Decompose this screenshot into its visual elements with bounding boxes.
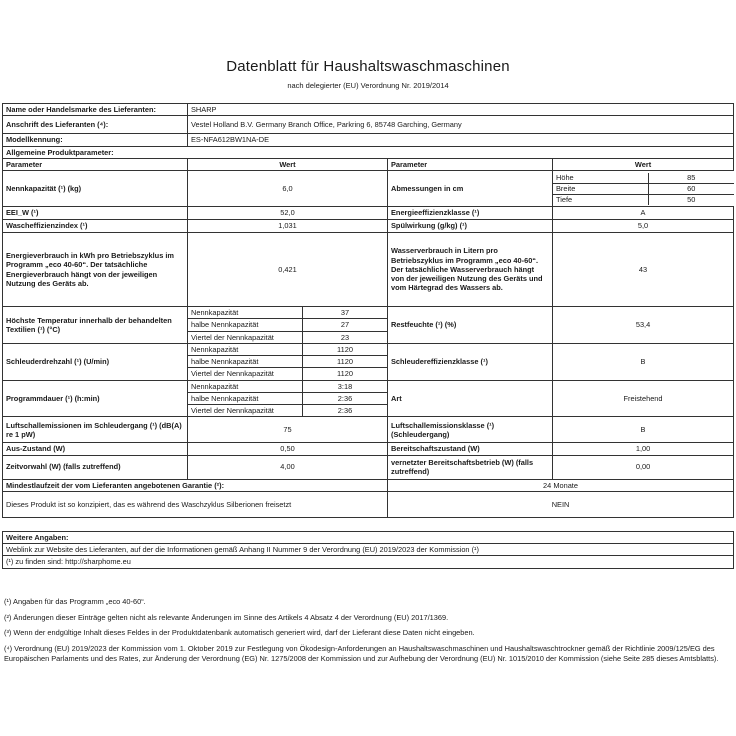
footnote: (¹) Angaben für das Programm „eco 40-60“. xyxy=(4,597,146,606)
temp-row-label: halbe Nennkapazität xyxy=(188,319,303,331)
noise-value: 75 xyxy=(188,417,388,443)
general-section-label: Allgemeine Produktparameter: xyxy=(3,146,734,158)
spin-class-value: B xyxy=(553,343,734,380)
duration-row-label: Nennkapazität xyxy=(188,380,303,392)
width-label: Breite xyxy=(553,183,648,194)
footnote: (²) Änderungen dieser Einträge gelten nicht als relevante Änderungen im Sinne des Artikels 4 Absatz 4 der Verordnung (EU) 2017/1369. xyxy=(4,612,449,622)
temp-label: Höchste Temperatur innerhalb der behandelten Textilien (¹) (°C) xyxy=(3,307,188,344)
energy-label: Energieverbrauch in kWh pro Betriebszyklus im Programm „eco 40-60“. Der tatsächliche Energieverbrauch hängt von der jeweiligen Nutzung des Geräts ab. xyxy=(3,233,188,307)
eec-label: Energieeffizienzklasse (¹) xyxy=(388,207,553,220)
duration-row-label: Viertel der Nennkapazität xyxy=(188,405,303,417)
noise-class-value: B xyxy=(553,417,734,443)
spin-class-label: Schleudereffizienzklasse (¹) xyxy=(388,343,553,380)
depth-label: Tiefe xyxy=(553,194,648,205)
duration-label: Programmdauer (¹) (h:min) xyxy=(3,380,188,417)
duration-row-value: 3:18 xyxy=(303,380,388,392)
eei-label: EEI_W (¹) xyxy=(3,207,188,220)
warranty-value: 24 Monate xyxy=(388,479,734,491)
supplier-address-label: Anschrift des Lieferanten (⁴): xyxy=(3,116,188,134)
col-value-left: Wert xyxy=(188,158,388,170)
off-value: 0,50 xyxy=(188,443,388,455)
spin-row-value: 1120 xyxy=(303,368,388,380)
silver-label: Dieses Produkt ist so konzipiert, das es während des Waschzyklus Silberionen freisetzt xyxy=(3,491,388,517)
footnote: (⁴) Verordnung (EU) 2019/2023 der Kommission vom 1. Oktober 2019 zur Festlegung von Ökodesign-Anforderungen an Haushaltswaschmaschinen und Haushaltswaschtrockner gemäß der Richtlinie 2009/125/EG des Europäischen Parlaments und des Rates, zur Änderung der Verordnung (EG) Nr. 1275/2008 der Kommission und zur Aufhebung der Verordnung (EU) Nr. 1015/2010 der Kommission (siehe Seite 285 dieses Amtsblatts). xyxy=(4,643,719,663)
depth-value: 50 xyxy=(648,194,734,205)
temp-row-value: 37 xyxy=(303,307,388,319)
type-value: Freistehend xyxy=(553,380,734,417)
duration-row-label: halbe Nennkapazität xyxy=(188,392,303,404)
dims-label: Abmessungen in cm xyxy=(388,171,553,207)
col-param-right: Parameter xyxy=(388,158,553,170)
col-param-left: Parameter xyxy=(3,158,188,170)
rinse-label: Spülwirkung (g/kg) (¹) xyxy=(388,220,553,233)
duration-row-value: 2:36 xyxy=(303,392,388,404)
supplier-name-label: Name oder Handelsmarke des Lieferanten: xyxy=(3,104,188,116)
col-value-right: Wert xyxy=(553,158,734,170)
type-label: Art xyxy=(388,380,553,417)
warranty-label: Mindestlaufzeit der vom Lieferanten angebotenen Garantie (²): xyxy=(3,479,388,491)
spin-row-label: Viertel der Nennkapazität xyxy=(188,368,303,380)
footnote: (³) Wenn der endgültige Inhalt dieses Feldes in der Produktdatenbank automatisch generiert wird, darf der Lieferant diese Daten nicht eingeben. xyxy=(4,628,475,638)
spin-label: Schleuderdrehzahl (¹) (U/min) xyxy=(3,343,188,380)
width-value: 60 xyxy=(648,183,734,194)
supplier-name-value: SHARP xyxy=(188,104,734,116)
model-label: Modellkennung: xyxy=(3,134,188,146)
table-gap xyxy=(3,517,734,531)
energy-value: 0,421 xyxy=(188,233,388,307)
standby-label: Bereitschaftszustand (W) xyxy=(388,443,553,455)
datasheet-table xyxy=(2,103,734,569)
noise-class-label: Luftschallemissionsklasse (¹) (Schleudergang) xyxy=(388,417,553,443)
wei-value: 1,031 xyxy=(188,220,388,233)
spin-row-label: Nennkapazität xyxy=(188,343,303,355)
water-value: 43 xyxy=(553,233,734,307)
net-standby-value: 0,00 xyxy=(553,455,734,479)
water-label: Wasserverbrauch in Litern pro Betriebszyklus im Programm „eco 40-60“. Der tatsächliche Wasserverbrauch hängt von der jeweiligen Nutzung des Geräts und vom Härtegrad des Wassers ab. xyxy=(388,233,553,307)
rinse-value: 5,0 xyxy=(553,220,734,233)
standby-value: 1,00 xyxy=(553,443,734,455)
temp-row-value: 27 xyxy=(303,319,388,331)
spin-row-label: halbe Nennkapazität xyxy=(188,356,303,368)
supplier-weblink-text: Weblink zur Website des Lieferanten, auf der die Informationen gemäß Anhang II Nummer 9 der Verordnung (EU) 2019/2023 der Kommission (¹) xyxy=(3,544,734,556)
height-label: Höhe xyxy=(553,173,648,184)
delay-value: 4,00 xyxy=(188,455,388,479)
delay-label: Zeitvorwahl (W) (falls zutreffend) xyxy=(3,455,188,479)
spin-row-value: 1120 xyxy=(303,356,388,368)
temp-row-value: 23 xyxy=(303,331,388,343)
wei-label: Wascheffizienzindex (¹) xyxy=(3,220,188,233)
net-standby-label: vernetzter Bereitschaftsbetrieb (W) (falls zutreffend) xyxy=(388,455,553,479)
temp-row-label: Viertel der Nennkapazität xyxy=(188,331,303,343)
temp-row-label: Nennkapazität xyxy=(188,307,303,319)
eei-value: 52,0 xyxy=(188,207,388,220)
model-value: ES-NFA612BW1NA-DE xyxy=(188,134,734,146)
supplier-address-value: Vestel Holland B.V. Germany Branch Office, Parkring 6, 85748 Garching, Germany xyxy=(188,116,734,134)
off-label: Aus-Zustand (W) xyxy=(3,443,188,455)
silver-value: NEIN xyxy=(388,491,734,517)
spin-row-value: 1120 xyxy=(303,343,388,355)
page-subtitle: nach delegierter (EU) Verordnung Nr. 2019/2014 xyxy=(287,81,449,90)
duration-row-value: 2:36 xyxy=(303,405,388,417)
moisture-label: Restfeuchte (¹) (%) xyxy=(388,307,553,344)
eec-value: A xyxy=(553,207,734,220)
noise-label: Luftschallemissionen im Schleudergang (¹) (dB(A) re 1 pW) xyxy=(3,417,188,443)
page-title: Datenblatt für Haushaltswaschmaschinen xyxy=(226,58,510,75)
capacity-label: Nennkapazität (¹) (kg) xyxy=(3,171,188,207)
moisture-value: 53,4 xyxy=(553,307,734,344)
further-info-label: Weitere Angaben: xyxy=(3,531,734,543)
footnotes xyxy=(4,597,730,663)
height-value: 85 xyxy=(648,173,734,184)
supplier-weblink-url: (¹) zu finden sind: http://sharphome.eu xyxy=(3,556,734,568)
capacity-value: 6,0 xyxy=(188,171,388,207)
dims-subtable xyxy=(553,173,734,205)
